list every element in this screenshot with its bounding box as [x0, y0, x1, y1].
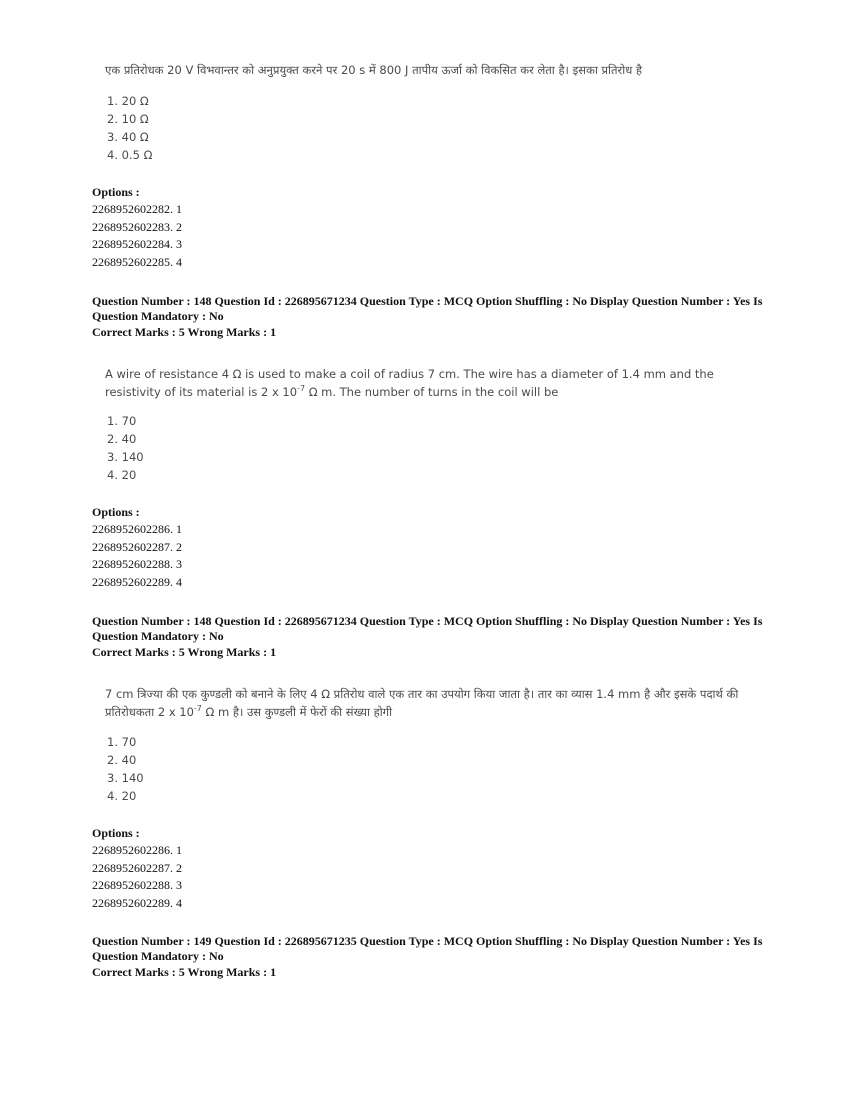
question-text-hindi-2 — [105, 685, 745, 721]
question-meta-line: Question Number : 148 Question Id : 226895671234 Question Type : MCQ Option Shuffling : No Display Question Number : Yes Is Question Mandatory : No — [92, 294, 763, 323]
option-id-row: 2268952602286. 1 — [92, 843, 182, 857]
option-id-row: 2268952602287. 2 — [92, 860, 182, 875]
question-text-part: Ω m है। उस कुण्डली में फेरों की संख्या होगी — [201, 705, 393, 719]
option-id-row: 2268952602288. 3 — [92, 557, 182, 572]
option-id-row: 2268952602285. 4 — [92, 255, 182, 270]
choice-item: 1. 70 — [107, 414, 137, 428]
question-text-english — [105, 365, 745, 401]
options-block-1 — [92, 183, 182, 272]
options-label: Options : — [92, 185, 140, 199]
options-label: Options : — [92, 505, 140, 519]
choice-item: 1. 20 Ω — [107, 94, 149, 108]
choice-item: 1. 70 — [107, 735, 137, 749]
option-id-row: 2268952602288. 3 — [92, 878, 182, 893]
option-id-row: 2268952602287. 2 — [92, 539, 182, 554]
choice-item: 2. 10 Ω — [107, 112, 149, 126]
choice-item: 4. 20 — [107, 468, 137, 482]
question-meta-line: Question Number : 149 Question Id : 226895671235 Question Type : MCQ Option Shuffling : No Display Question Number : Yes Is Question Mandatory : No — [92, 934, 763, 963]
option-id-row: 2268952602289. 4 — [92, 575, 182, 590]
question-marks: Correct Marks : 5 Wrong Marks : 1 — [92, 325, 277, 339]
choice-item: 3. 140 — [107, 450, 144, 464]
question-text-hindi-1: एक प्रतिरोधक 20 V विभवान्तर को अनुप्रयुक्त करने पर 20 s में 800 J तापीय ऊर्जा को विकसित कर लेता है। इसका प्रतिरोध है — [105, 63, 643, 77]
option-id-row: 2268952602282. 1 — [92, 202, 182, 216]
choice-item: 4. 20 — [107, 789, 137, 803]
choice-list-3 — [107, 733, 144, 805]
question-marks: Correct Marks : 5 Wrong Marks : 1 — [92, 965, 277, 979]
question-meta-3 — [92, 934, 772, 980]
question-meta-2 — [92, 614, 772, 660]
question-meta-1 — [92, 294, 772, 340]
exponent: -7 — [193, 704, 202, 713]
choice-item: 4. 0.5 Ω — [107, 148, 153, 162]
options-block-2 — [92, 503, 182, 592]
question-marks: Correct Marks : 5 Wrong Marks : 1 — [92, 645, 277, 659]
options-block-3 — [92, 824, 182, 913]
choice-item: 3. 40 Ω — [107, 130, 149, 144]
question-text-part: A wire of resistance 4 Ω is used to make a coil of radius 7 cm. The wire has a diameter of 1.4 mm and the resistivity of its material is 2 x 10 — [105, 367, 714, 399]
question-meta-line: Question Number : 148 Question Id : 226895671234 Question Type : MCQ Option Shuffling : No Display Question Number : Yes Is Question Mandatory : No — [92, 614, 763, 643]
question-text-part: 7 cm त्रिज्या की एक कुण्डली को बनाने के लिए 4 Ω प्रतिरोध वाले एक तार का उपयोग किया जाता है। तार का व्यास 1.4 mm है और इसके पदार्थ की प्रतिरोधकता 2 x 10 — [105, 687, 739, 719]
option-id-row: 2268952602289. 4 — [92, 896, 182, 911]
option-id-row: 2268952602286. 1 — [92, 522, 182, 536]
choice-item: 3. 140 — [107, 771, 144, 785]
exponent: -7 — [297, 384, 306, 393]
question-text-part: Ω m. The number of turns in the coil will be — [305, 385, 559, 399]
choice-list-2 — [107, 412, 144, 484]
option-id-row: 2268952602283. 2 — [92, 219, 182, 234]
options-label: Options : — [92, 826, 140, 840]
choice-item: 2. 40 — [107, 432, 137, 446]
choice-item: 2. 40 — [107, 753, 137, 767]
choice-list-1 — [107, 92, 152, 164]
option-id-row: 2268952602284. 3 — [92, 237, 182, 252]
